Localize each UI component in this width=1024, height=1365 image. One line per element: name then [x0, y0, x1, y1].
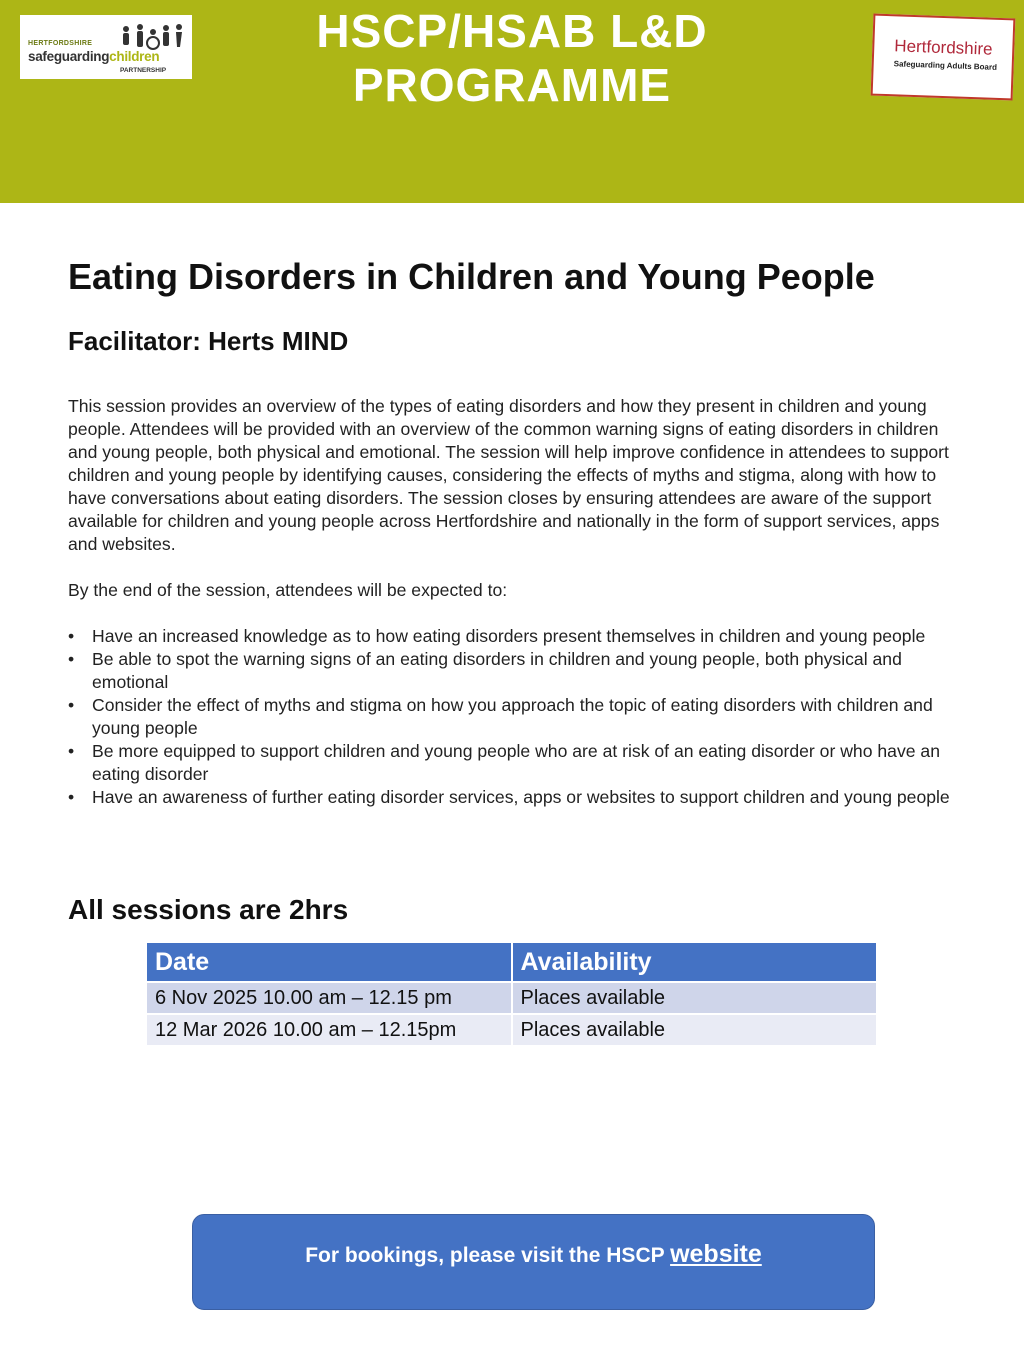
- session-date: 12 Mar 2026 10.00 am – 12.15pm: [146, 1014, 512, 1046]
- table-header-row: [146, 942, 877, 982]
- logo-right-board: Safeguarding Adults Board: [893, 59, 998, 72]
- bullet-icon: •: [68, 741, 75, 761]
- bullet-icon: •: [68, 787, 75, 807]
- column-header-date: Date: [146, 942, 512, 982]
- safeguarding-adults-board-logo: [871, 14, 1016, 101]
- session-availability: Places available: [512, 982, 878, 1014]
- bullet-icon: •: [68, 626, 75, 646]
- list-item: • Have an increased knowledge as to how eating disorders present themselves in children and young people: [68, 626, 926, 646]
- bullet-icon: •: [68, 695, 75, 715]
- table-row: [146, 982, 877, 1014]
- facilitator: Facilitator: Herts MIND: [68, 326, 349, 356]
- safeguarding-children-logo: [20, 15, 192, 79]
- website-link[interactable]: website: [670, 1240, 762, 1268]
- session-dates-table: [145, 941, 878, 1047]
- sessions-heading: All sessions are 2hrs: [68, 894, 349, 925]
- logo-main-text: safeguardingchildren: [28, 49, 160, 64]
- booking-banner: [192, 1214, 875, 1310]
- table-row: [146, 1014, 877, 1046]
- list-item: • Consider the effect of myths and stigma on how you approach the topic of eating disorders with children and young people: [68, 695, 933, 738]
- session-availability: Places available: [512, 1014, 878, 1046]
- booking-text: For bookings, please visit the HSCP website: [305, 1240, 762, 1268]
- logo-right-name: Hertfordshire: [894, 36, 993, 59]
- logo-small-text: HERTFORDSHIRE: [28, 40, 93, 47]
- header-banner: [0, 0, 1024, 203]
- course-title: Eating Disorders in Children and Young People: [68, 256, 875, 297]
- people-figures-icon: [120, 23, 186, 51]
- bullet-icon: •: [68, 649, 75, 669]
- session-date: 6 Nov 2025 10.00 am – 12.15 pm: [146, 982, 512, 1014]
- column-header-availability: Availability: [512, 942, 878, 982]
- programme-title: HSCP/HSAB L&D PROGRAMME: [316, 5, 708, 111]
- list-item: • Have an awareness of further eating disorder services, apps or websites to support children and young people: [68, 787, 950, 807]
- list-item: • Be more equipped to support children and young people who are at risk of an eating disorder or who have an eating disorder: [68, 741, 940, 784]
- course-description: This session provides an overview of the types of eating disorders and how they present in children and young people. Attendees will be provided with an overview of the common warning signs of eating disorders in children and young people, both physical and emotional. The session will help improve confidence in attendees to support children and young people by identifying causes, considering the effects of myths and stigma, along with how to have conversations about eating disorders. The session closes by ensuring attendees are aware of the support available for children and young people across Hertfordshire and nationally in the form of support services, apps and websites.: [68, 396, 949, 554]
- outcomes-lead: By the end of the session, attendees will be expected to:: [68, 580, 508, 600]
- outcomes-list: [68, 625, 978, 809]
- logo-sub-text: PARTNERSHIP: [120, 67, 167, 74]
- list-item: • Be able to spot the warning signs of an eating disorders in children and young people, both physical and emotional: [68, 649, 902, 692]
